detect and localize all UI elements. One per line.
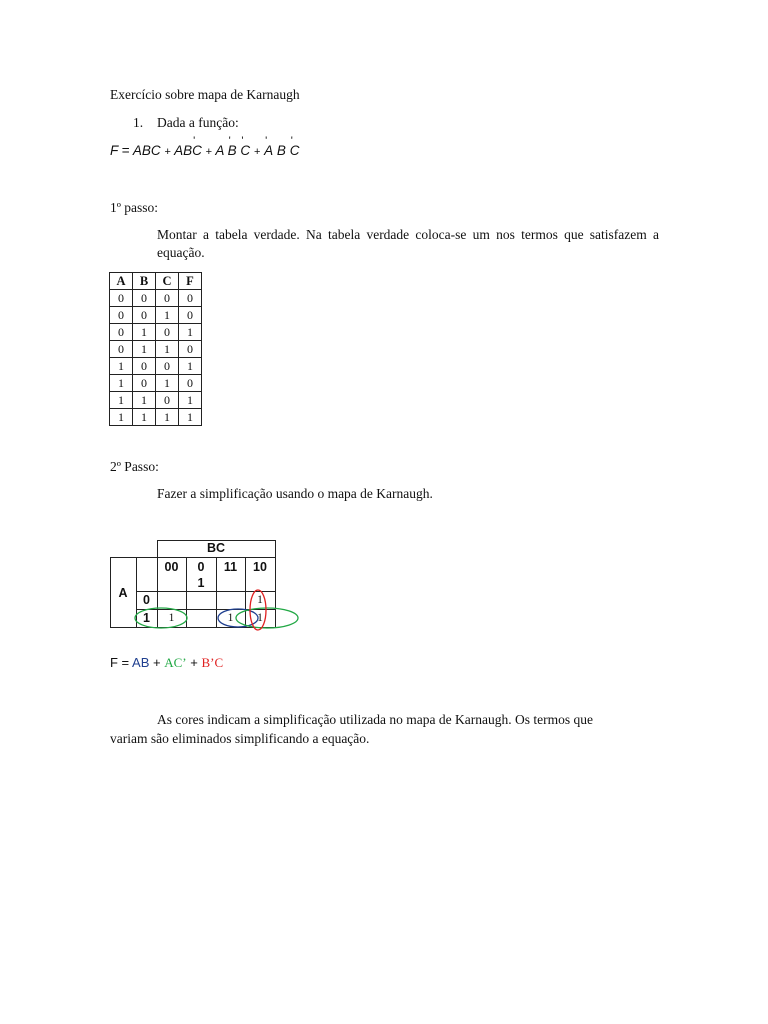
- step1-heading: 1º passo:: [110, 200, 159, 215]
- kmap-cell-r1-c11: 1: [227, 612, 234, 624]
- truth-table-header-row: [110, 273, 202, 290]
- table-cell: 1: [110, 358, 133, 375]
- table-cell: 1: [110, 375, 133, 392]
- table-cell: 0: [133, 290, 156, 307]
- table-cell: 1: [179, 358, 202, 375]
- step2-heading: 2º Passo:: [110, 459, 159, 474]
- group-ab-blue: [218, 609, 258, 627]
- table-cell: 0: [156, 290, 179, 307]
- table-cell: 0: [156, 324, 179, 341]
- kmap-cell-r0-c10: 1: [257, 594, 263, 606]
- result-plus-2: +: [186, 655, 202, 670]
- result-equation: [110, 654, 223, 672]
- final-text-line-1: As cores indicam a simplificação utilizada no mapa de Karnaugh. Os termos que: [157, 712, 593, 727]
- kmap-col-10: 10: [253, 560, 267, 574]
- eq-term-4b: B: [276, 143, 286, 158]
- table-cell: 1: [156, 409, 179, 426]
- table-cell: 1: [179, 324, 202, 341]
- table-cell: 1: [179, 409, 202, 426]
- eq-term-1: ABC: [132, 143, 161, 158]
- table-cell: 0: [179, 375, 202, 392]
- step2-text: Fazer a simplificação usando o mapa de Karnaugh.: [157, 486, 433, 501]
- list-item-text: Dada a função:: [157, 115, 239, 130]
- eq-term-3b: ' B: [228, 143, 237, 158]
- group-bc-red: [250, 590, 266, 630]
- table-row: [110, 409, 202, 426]
- list-item-number: 1.: [133, 115, 144, 130]
- eq-term-4a: ' A: [264, 143, 273, 158]
- result-term-bc: B’C: [201, 655, 224, 670]
- final-text-line-2: variam são eliminados simplificando a equação.: [110, 731, 370, 746]
- table-cell: 0: [179, 290, 202, 307]
- eq-term-3a: A: [215, 143, 224, 158]
- document-title: Exercício sobre mapa de Karnaugh: [110, 87, 300, 102]
- step1-text: Montar a tabela verdade. Na tabela verdade coloca-se um nos termos que satisfazem a equação.: [157, 227, 659, 260]
- truth-table-header-a: A: [110, 273, 133, 290]
- eq-term-3c: ' C: [240, 143, 250, 158]
- table-cell: 1: [133, 341, 156, 358]
- table-cell: 0: [133, 358, 156, 375]
- eq-plus-3: +: [253, 146, 261, 158]
- table-cell: 1: [133, 392, 156, 409]
- table-row: [110, 392, 202, 409]
- table-cell: 0: [110, 307, 133, 324]
- truth-table-container: [109, 272, 202, 426]
- eq-plus-1: +: [164, 146, 171, 158]
- table-cell: 0: [179, 307, 202, 324]
- table-cell: 1: [133, 409, 156, 426]
- table-cell: 0: [110, 341, 133, 358]
- eq-term-2b: ' C: [192, 143, 202, 158]
- table-cell: 0: [110, 324, 133, 341]
- table-cell: 1: [133, 324, 156, 341]
- kmap-bc-label: BC: [206, 541, 226, 555]
- table-cell: 1: [179, 392, 202, 409]
- kmap-col-00: 00: [164, 560, 179, 574]
- eq-plus-2: +: [205, 146, 213, 158]
- table-row: [110, 307, 202, 324]
- result-prefix: F =: [110, 655, 133, 670]
- table-cell: 1: [156, 307, 179, 324]
- table-row: [110, 324, 202, 341]
- eq-term-4c: ' C: [290, 143, 300, 158]
- table-cell: 0: [133, 375, 156, 392]
- eq-term-2a: AB: [174, 143, 193, 158]
- table-cell: 0: [156, 392, 179, 409]
- kmap-row-1: 1: [143, 611, 150, 625]
- kmap-cell-r1-c00: 1: [168, 612, 175, 624]
- truth-table-header-f: F: [179, 273, 202, 290]
- truth-table-header-c: C: [156, 273, 179, 290]
- group-ac-green-left: [135, 608, 187, 628]
- kmap-a-label: A: [118, 586, 128, 600]
- table-row: [110, 341, 202, 358]
- truth-table-header-b: B: [133, 273, 156, 290]
- result-term-ac: AC’: [164, 655, 187, 670]
- table-cell: 1: [110, 392, 133, 409]
- table-cell: 0: [179, 341, 202, 358]
- result-plus-1: +: [149, 655, 165, 670]
- eq-lhs: F: [110, 143, 119, 158]
- table-cell: 0: [110, 290, 133, 307]
- table-row: [110, 290, 202, 307]
- truth-table: [109, 272, 202, 426]
- group-ac-green-right: [236, 608, 298, 628]
- table-row: [110, 358, 202, 375]
- kmap-row-0: 0: [143, 593, 150, 607]
- kmap-col-01-bottom: 1: [197, 576, 205, 590]
- function-equation: [110, 143, 299, 158]
- table-cell: 1: [156, 341, 179, 358]
- kmap-col-01-top: 0: [197, 560, 205, 574]
- kmap-col-11: 11: [223, 560, 238, 574]
- kmap-cell-r1-c10: 1: [257, 612, 263, 624]
- table-cell: 1: [110, 409, 133, 426]
- table-cell: 0: [133, 307, 156, 324]
- table-row: [110, 375, 202, 392]
- result-term-ab: AB: [132, 655, 150, 670]
- table-cell: 1: [156, 375, 179, 392]
- eq-equals: =: [121, 143, 130, 158]
- table-cell: 0: [156, 358, 179, 375]
